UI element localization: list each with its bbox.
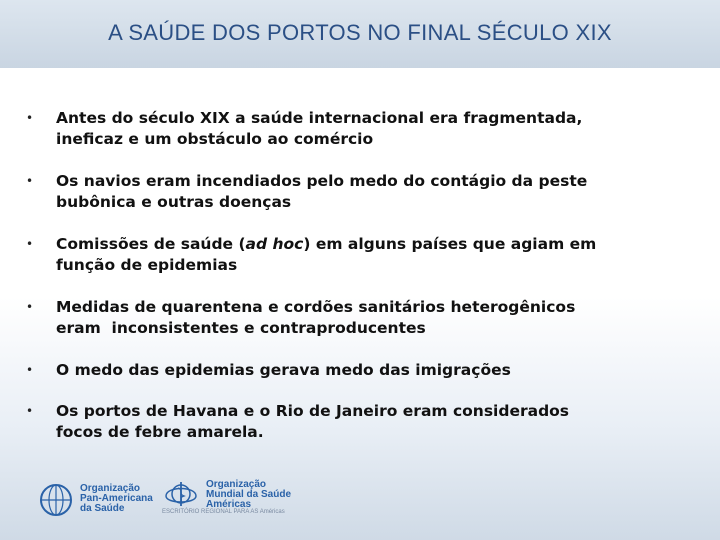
bullet-text-line1: Os navios eram incendiados pelo medo do contágio da peste [56,172,588,190]
bullet-list [26,108,676,443]
who-tagline: ESCRITÓRIO REGIONAL PARA AS Américas [162,509,285,515]
bullet-item [26,360,676,381]
footer-logos [38,478,358,518]
bullet-item [26,297,676,339]
who-wordmark [206,480,291,510]
bullet-dot: • [26,363,34,377]
bullet-text-line2: ineficaz e um obstáculo ao comércio [56,130,374,148]
bullet-text-line1: Medidas de quarentena e cordões sanitários heterogênicos [56,298,576,316]
paho-emblem-icon [38,482,74,518]
bullet-dot: • [26,404,34,418]
bullet-item [26,171,676,213]
paho-line3: da Saúde [80,503,125,514]
bullet-text-line2: bubônica e outras doenças [56,193,292,211]
paho-line2: Pan-Americana [80,493,153,504]
bullet-dot: • [26,237,34,251]
bullet-dot: • [26,300,34,314]
paho-logo [38,482,158,518]
who-line2: Mundial da Saúde [206,489,292,500]
who-logo [162,478,302,518]
bullet-dot: • [26,111,34,125]
bullet-text-line2: função de epidemias [56,256,238,274]
bullet-text-post: ) em alguns países que agiam em [303,235,597,253]
who-line1: Organização [206,479,267,490]
bullet-item [26,108,676,150]
who-emblem-icon [162,478,200,510]
bullet-text-line1: Antes do século XIX a saúde internacional era fragmentada, [56,109,583,127]
bullet-item [26,234,676,276]
bullet-text-line2: eram inconsistentes e contraproducentes [56,319,426,337]
bullet-text-line1: O medo das epidemias gerava medo das imigrações [56,361,511,379]
bullet-dot: • [26,174,34,188]
bullet-text-line2: focos de febre amarela. [56,423,264,441]
paho-wordmark [80,484,153,514]
who-line3: Américas [206,499,252,510]
bullet-text-italic: ad hoc [245,235,304,253]
paho-line1: Organização [80,483,141,494]
bullet-item [26,401,676,443]
bullet-text-pre: Comissões de saúde ( [56,235,246,253]
bullet-text-line1: Os portos de Havana e o Rio de Janeiro eram considerados [56,402,570,420]
slide-title: A SAÚDE DOS PORTOS NO FINAL SÉCULO XIX [108,20,612,45]
